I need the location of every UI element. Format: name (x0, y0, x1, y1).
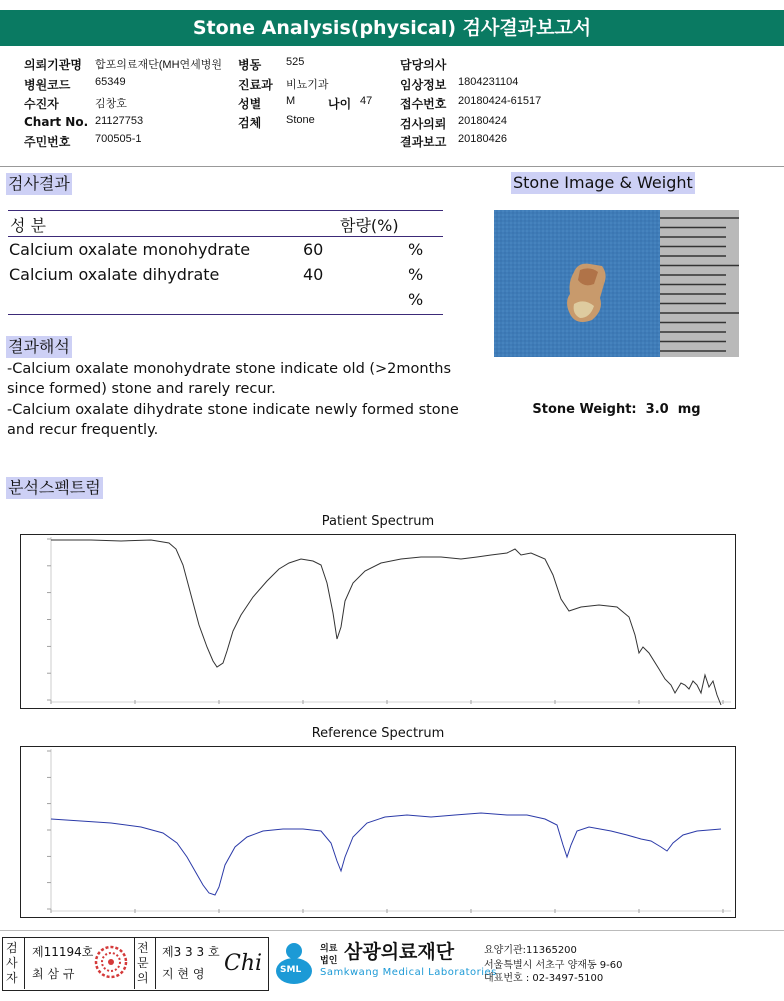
stone-photo (494, 210, 739, 357)
spectrum-section-title: 분석스펙트럼 (8, 478, 101, 497)
clinical-info-value: 1804231104 (458, 76, 519, 88)
resident-value: 700505-1 (95, 133, 142, 145)
reference-spectrum-line (51, 813, 721, 895)
stone-weight: Stone Weight: 3.0 mg (532, 402, 701, 417)
org-address: 서울특별시 서초구 양재동 9-60 (484, 960, 623, 971)
specialist-license: 제3 3 3 호 (162, 945, 220, 959)
chart-no-label: Chart No. (24, 115, 89, 129)
specimen-value: Stone (286, 114, 315, 126)
institution-label: 의뢰기관명 (24, 58, 82, 72)
hospital-code-label: 병원코드 (24, 78, 71, 92)
reference-spectrum-chart (20, 746, 736, 918)
patient-info-block (0, 48, 784, 167)
doctor-label: 담당의사 (400, 58, 447, 72)
institution-value: 합포의료재단(MH연세병원 (95, 59, 223, 71)
interpretation-title: 결과해석 (8, 337, 70, 356)
specimen-label: 검체 (238, 116, 262, 130)
component-header: 성 분 (10, 216, 46, 235)
component-unit: % (408, 265, 424, 284)
component-unit: % (408, 240, 424, 259)
ward-label: 병동 (238, 58, 262, 72)
component-name: Calcium oxalate dihydrate (9, 265, 220, 284)
component-name: Calcium oxalate monohydrate (9, 240, 251, 259)
patient-axis-ticks (47, 537, 731, 704)
patient-spectrum-line (51, 540, 721, 705)
resident-label: 주민번호 (24, 135, 71, 149)
ward-value: 525 (286, 56, 305, 68)
interpretation-line: -Calcium oxalate monohydrate stone indicate old (>2months (7, 361, 452, 377)
org-phone: 대표번호 : 02-3497-5100 (484, 973, 604, 984)
receipt-label: 접수번호 (400, 97, 447, 111)
table-bottom-line (8, 314, 443, 315)
patient-spectrum-title: Patient Spectrum (321, 514, 435, 529)
ruler (660, 210, 739, 357)
institution-code: 요양기관:11365200 (484, 945, 577, 956)
request-value: 20180424 (458, 115, 507, 127)
receipt-value: 20180424-61517 (458, 95, 542, 107)
specialist-name: 지 현 영 (162, 967, 205, 981)
table-header-line (8, 236, 443, 237)
org-name: 삼광의료재단 (344, 941, 455, 963)
chart-no-value: 21127753 (95, 115, 144, 127)
interpretation-line: -Calcium oxalate dihydrate stone indicate newly formed stone (7, 402, 459, 418)
clinical-info-label: 임상정보 (400, 78, 447, 92)
sex-label: 성별 (238, 97, 262, 111)
table-top-line (8, 210, 443, 211)
request-label: 검사의뢰 (400, 117, 447, 131)
patient-label: 수진자 (24, 97, 59, 111)
component-value: 60 (303, 240, 324, 259)
org-english-name: Samkwang Medical Laboratories (320, 967, 497, 978)
report-title: Stone Analysis(physical) 검사결과보고서 (0, 10, 784, 46)
inspector-label: 검사자 (6, 941, 18, 985)
stone-image-title: Stone Image & Weight (513, 173, 693, 192)
amount-header: 함량(%) (340, 216, 399, 235)
inspector-name: 최 삼 규 (32, 967, 75, 981)
logo-small-2: 법인 (320, 956, 338, 966)
logo-small-1: 의료 (320, 944, 338, 954)
hospital-code-value: 65349 (95, 76, 126, 88)
sml-logo-text: SML (280, 965, 302, 975)
sex-value: M (286, 95, 296, 107)
patient-value: 김창호 (95, 98, 127, 110)
age-label: 나이 (328, 97, 352, 111)
patient-spectrum-chart (20, 534, 736, 709)
component-value: 40 (303, 265, 324, 284)
report-label: 결과보고 (400, 135, 447, 149)
specialist-label: 전문의 (137, 941, 149, 985)
component-unit: % (408, 290, 424, 309)
report-footer (0, 930, 784, 1001)
inspector-license: 제11194호 (32, 945, 94, 959)
sml-logo-icon (272, 939, 316, 987)
inspector-seal (94, 945, 128, 979)
reference-axis-ticks (47, 749, 731, 913)
age-value: 47 (360, 95, 373, 107)
report-value: 20180426 (458, 133, 507, 145)
reference-spectrum-title: Reference Spectrum (311, 726, 445, 741)
department-label: 진료과 (238, 78, 273, 92)
results-title: 검사결과 (8, 174, 70, 193)
department-value: 비뇨기과 (286, 79, 329, 91)
specialist-signature: Chi (224, 951, 263, 976)
interpretation-line: and recur frequently. (7, 422, 159, 438)
interpretation-line: since formed) stone and rarely recur. (7, 381, 276, 397)
